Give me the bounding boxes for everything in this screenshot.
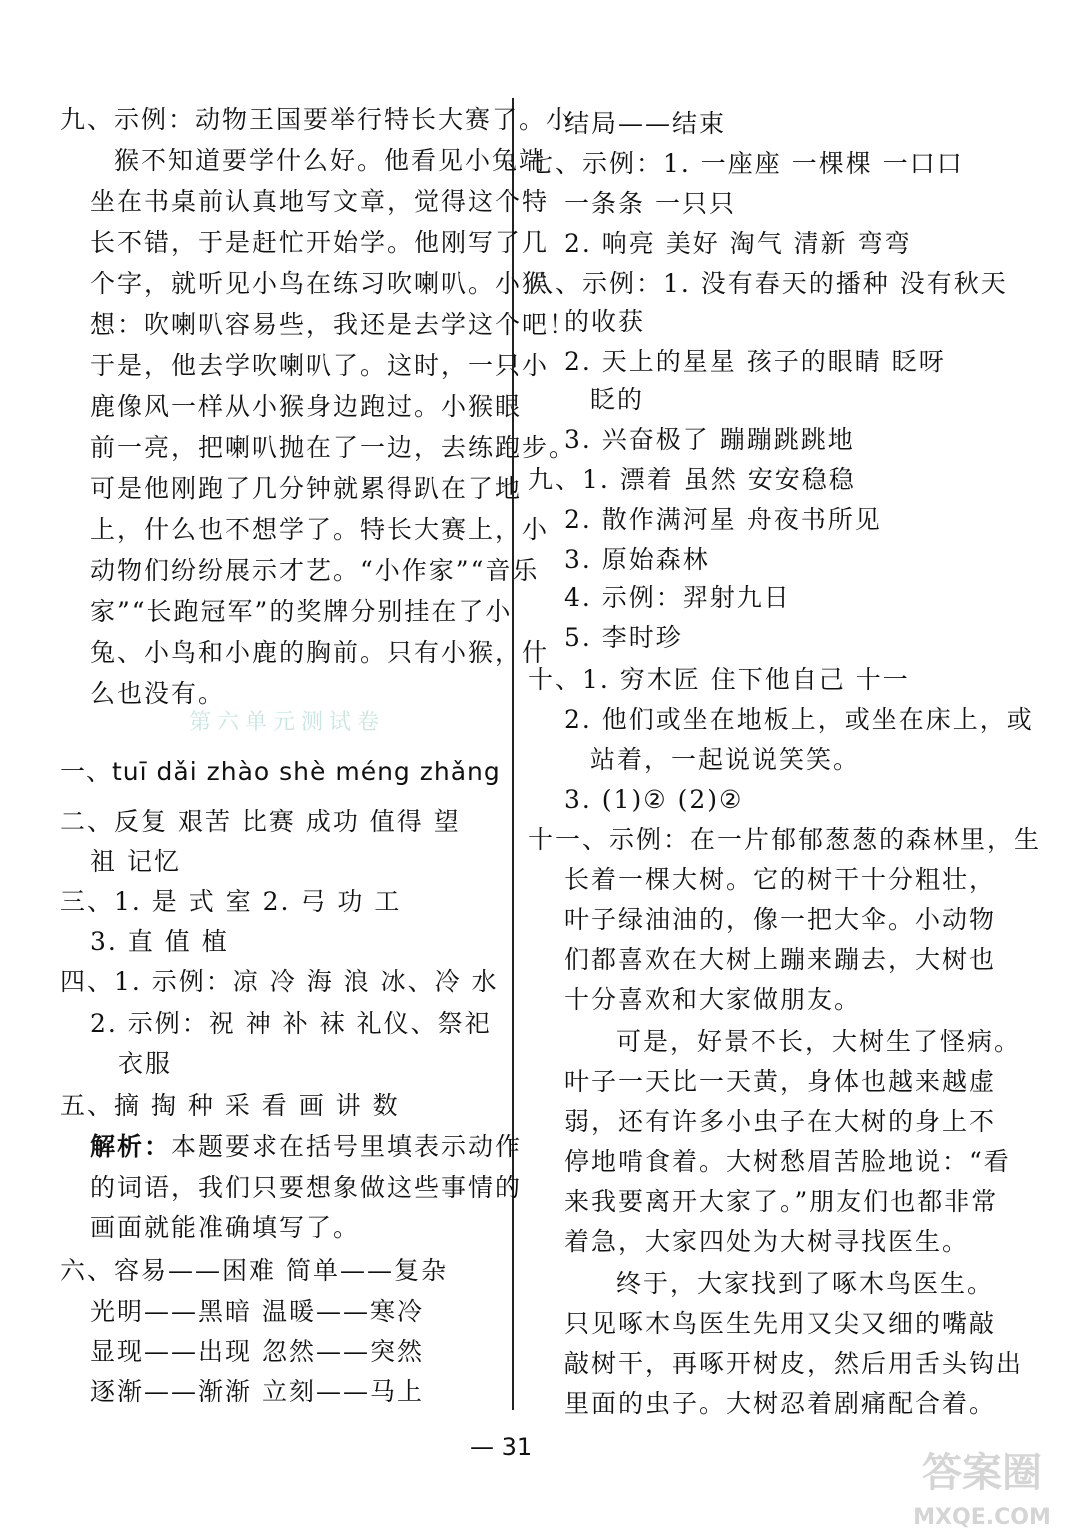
answer-5: 五、摘 掏 种 采 看 画 讲 数 bbox=[60, 1091, 400, 1120]
section-title: 第六单元测试卷 bbox=[188, 710, 385, 735]
essay-line: 兔、小鸟和小鹿的胸前。只有小猴，什 bbox=[90, 638, 550, 667]
essay-line: 们都喜欢在大树上蹦来蹦去，大树也 bbox=[564, 945, 997, 974]
answer-line: 一条条 一只只 bbox=[564, 189, 736, 218]
essay-line: 猴不知道要学什么好。他看见小兔端 bbox=[114, 146, 547, 175]
answer-7: 七、示例：1. 一座座 一棵棵 一口口 bbox=[528, 149, 964, 178]
essay-line: 敲树干，再啄开树皮，然后用舌头钩出 bbox=[564, 1349, 1024, 1378]
answer-4: 四、1. 示例：凉 冷 海 浪 冰、冷 水 bbox=[60, 967, 499, 996]
essay-line: 九、示例：动物王国要举行特长大赛了。小 bbox=[60, 105, 574, 134]
essay-line: 坐在书桌前认真地写文章，觉得这个特 bbox=[90, 187, 550, 216]
essay-line: 么也没有。 bbox=[90, 679, 226, 708]
answer-line: 结局——结束 bbox=[564, 109, 727, 138]
answer-line: 的收获 bbox=[564, 307, 646, 336]
analysis-line: 画面就能准确填写了。 bbox=[90, 1213, 361, 1242]
answer-line: 站着，一起说说笑笑。 bbox=[590, 745, 861, 774]
answer-10: 十、1. 穷木匠 住下他自己 十一 bbox=[528, 665, 910, 694]
essay-line: 着急，大家四处为大树寻找医生。 bbox=[564, 1227, 970, 1256]
answer-6-cont: 光明——黑暗 温暖——寒冷 bbox=[90, 1297, 424, 1326]
essay-line: 长着一棵大树。它的树干十分粗壮， bbox=[564, 865, 997, 894]
answer-line: 3. 原始森林 bbox=[564, 545, 710, 574]
analysis-line bbox=[90, 1131, 522, 1163]
essay-line: 里面的虫子。大树忍着剧痛配合着。 bbox=[564, 1389, 997, 1418]
essay-paragraph-start: 可是，好景不长，大树生了怪病。 bbox=[616, 1027, 1022, 1056]
answer-8: 八、示例：1. 没有春天的播种 没有秋天 bbox=[528, 269, 1008, 298]
essay-line: 上，什么也不想学了。特长大赛上，小 bbox=[90, 515, 550, 544]
essay-line: 来我要离开大家了。”朋友们也都非常 bbox=[564, 1187, 999, 1216]
essay-line: 于是，他去学吹喇叭了。这时，一只小 bbox=[90, 351, 550, 380]
answer-9: 九、1. 漂着 虽然 安安稳稳 bbox=[528, 465, 856, 494]
essay-line: 想：吹喇叭容易些，我还是去学这个吧！ bbox=[90, 310, 577, 339]
page-number: — 31 bbox=[470, 1433, 533, 1461]
essay-line: 只见啄木鸟医生先用又尖又细的嘴敲 bbox=[564, 1309, 997, 1338]
essay-line: 个字，就听见小鸟在练习吹喇叭。小猴 bbox=[90, 269, 550, 298]
analysis-text: 本题要求在括号里填表示动作 bbox=[171, 1132, 523, 1161]
essay-line: 十分喜欢和大家做朋友。 bbox=[564, 985, 862, 1014]
essay-line: 前一亮，把喇叭抛在了一边，去练跑步。 bbox=[90, 433, 577, 462]
answer-line: 2. 响亮 美好 淘气 清新 弯弯 bbox=[564, 229, 912, 258]
answer-line: 5. 李时珍 bbox=[564, 623, 683, 652]
analysis-label: 解析： bbox=[90, 1132, 172, 1161]
essay-line: 叶子一天比一天黄，身体也越来越虚 bbox=[564, 1067, 997, 1096]
answer-line: 3. 兴奋极了 蹦蹦跳跳地 bbox=[564, 425, 855, 454]
answer-line: 眨的 bbox=[590, 385, 645, 414]
essay-line: 动物们纷纷展示才艺。“小作家”“音乐 bbox=[90, 556, 540, 585]
answer-11: 十一、示例：在一片郁郁葱葱的森林里，生 bbox=[528, 825, 1042, 854]
essay-line: 叶子绿油油的，像一把大伞。小动物 bbox=[564, 905, 997, 934]
essay-line: 弱，还有许多小虫子在大树的身上不 bbox=[564, 1107, 997, 1136]
watermark-logo bbox=[896, 1440, 1068, 1532]
essay-line: 停地啃食着。大树愁眉苦脸地说：“看 bbox=[564, 1147, 1011, 1176]
answer-line: 2. 天上的星星 孩子的眼睛 眨呀 bbox=[564, 347, 946, 376]
essay-line: 鹿像风一样从小猴身边跑过。小猴眼 bbox=[90, 392, 523, 421]
answer-6-cont: 逐渐——渐渐 立刻——马上 bbox=[90, 1377, 424, 1406]
answer-4-2-cont: 衣服 bbox=[118, 1049, 173, 1078]
answer-4-2: 2. 示例：祝 神 补 袜 礼仪、祭祀 bbox=[90, 1009, 492, 1038]
answer-line: 3. (1)② (2)② bbox=[564, 785, 744, 814]
answer-6-cont: 显现——出现 忽然——突然 bbox=[90, 1337, 424, 1366]
answer-1-pinyin: 一、tuī dǎi zhào shè méng zhǎng bbox=[60, 757, 501, 786]
essay-line: 家”“长跑冠军”的奖牌分别挂在了小 bbox=[90, 597, 513, 626]
answer-3: 三、1. 是 式 室 2. 弓 功 工 bbox=[60, 887, 402, 916]
answer-3-cont: 3. 直 值 植 bbox=[90, 927, 229, 956]
answer-line: 4. 示例：羿射九日 bbox=[564, 583, 791, 612]
watermark-url: MXQE.COM bbox=[913, 1505, 1051, 1530]
analysis-line: 的词语，我们只要想象做这些事情的 bbox=[90, 1173, 523, 1202]
essay-line: 长不错，于是赶忙开始学。他刚写了几 bbox=[90, 228, 550, 257]
answer-line: 2. 他们或坐在地板上，或坐在床上，或 bbox=[564, 705, 1034, 734]
answer-2-cont: 祖 记忆 bbox=[90, 847, 181, 876]
answer-line: 2. 散作满河星 舟夜书所见 bbox=[564, 505, 882, 534]
essay-paragraph-start: 终于，大家找到了啄木鸟医生。 bbox=[616, 1269, 995, 1298]
answer-2: 二、反复 艰苦 比赛 成功 值得 望 bbox=[60, 807, 461, 836]
essay-line: 可是他刚跑了几分钟就累得趴在了地 bbox=[90, 474, 523, 503]
answer-6: 六、容易——困难 简单——复杂 bbox=[60, 1256, 448, 1285]
watermark-text: 答案圈 bbox=[922, 1450, 1042, 1496]
